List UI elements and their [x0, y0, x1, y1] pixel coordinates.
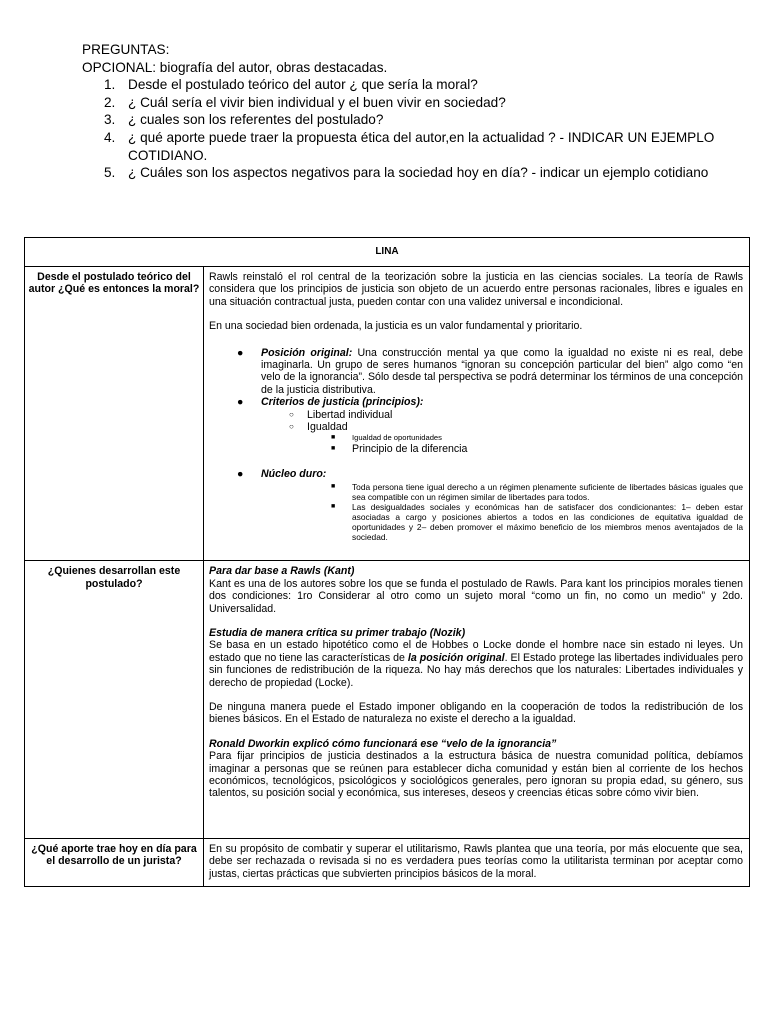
row-answer: En su propósito de combatir y superar el utilitarismo, Rawls plantea que una teoría, por más elocuente que sea, debe ser rechazada o revisada si no es verdadera pues teorías como la utilitarista terminan por aceptar como justas, ciertas prácticas que subvierten principios básicos de la moral. [204, 838, 750, 886]
questions-title: PREGUNTAS: [82, 42, 170, 57]
bullet-posicion: ● Posición original: Una construcción mental ya que como la igualdad no existe ni es real, debe imaginarla. Un grupo de seres humanos “ignoran su concepción particular del bien” algo como “en velo de la ignorancia”. Sólo desde tal perspectiva se podrá determinar los términos de una concepción de la justicia distributiva. [237, 346, 743, 396]
row-question: ¿Qué aporte trae hoy en día para el desarrollo de un jurista? [25, 838, 204, 886]
bullet-square-icon: ■ [331, 445, 336, 453]
optional-line: OPCIONAL: biografía del autor, obras destacadas. [82, 59, 388, 75]
table-row [25, 561, 750, 839]
bullet-square-icon: ■ [331, 503, 336, 511]
question-item: 3. ¿ cuales son los referentes del postulado? [104, 112, 384, 128]
sub-sub-bullet: ■ Las desigualdades sociales y económicas han de satisfacer dos condicionantes: 1– deben estar asociadas a cargo y posiciones abiertos a todos en las condiciones de equitativa igualdad de oportunidades y 2– deben promover el máximo beneficio de los miembros menos aventajados de la sociedad. [331, 502, 743, 543]
question-item: 4. ¿ qué aporte puede traer la propuesta ética del autor,en la actualidad ? - INDICAR UN EJEMPLO COTIDIANO. [104, 129, 715, 163]
bullet-dot-icon: ● [237, 467, 244, 480]
bullet-square-icon: ■ [331, 434, 336, 442]
sub-sub-bullet: ■ Igualdad de oportunidades [331, 433, 442, 443]
table-row [25, 267, 750, 561]
question-item: 5. ¿ Cuáles son los aspectos negativos para la sociedad hoy en día? - indicar un ejemplo cotidiano [104, 165, 709, 181]
bullet-square-icon: ■ [331, 483, 336, 491]
table-header-row [25, 238, 750, 267]
row-question: Desde el postulado teórico del autor ¿Qué es entonces la moral? [25, 267, 204, 561]
question-item: 1. Desde el postulado teórico del autor ¿ que sería la moral? [104, 77, 478, 93]
sub-bullet: ○ Igualdad [289, 421, 348, 434]
bullet-nucleo: ● Núcleo duro: [237, 467, 327, 480]
questions-section [82, 41, 752, 182]
bullet-circle-icon: ○ [289, 409, 294, 419]
bullet-dot-icon: ● [237, 346, 244, 359]
answers-table [24, 237, 750, 887]
table-header: LINA [25, 238, 750, 267]
sub-bullet: ○ Libertad individual [289, 408, 393, 421]
bullet-circle-icon: ○ [289, 422, 294, 432]
sub-sub-bullet: ■ Principio de la diferencia [331, 443, 468, 456]
bullet-criterios: ● Criterios de justicia (principios): [237, 396, 424, 409]
questions-list [82, 76, 752, 182]
bullet-dot-icon: ● [237, 396, 244, 409]
question-item: 2. ¿ Cuál sería el vivir bien individual y el buen vivir en sociedad? [104, 94, 506, 110]
table-row [25, 838, 750, 886]
row-answer: Para dar base a Rawls (Kant) Kant es una de los autores sobre los que se funda el postulado de Rawls. Para kant los principios morales tienen dos condiciones: 1ro Considerar al otro como un sujeto moral “como un fin, no como un medio” y 2do. Universalidad. Estudia de manera crítica su primer trabajo (Nozik) Se basa en un estado hipotético como el de Hobbes o Locke donde el hombre nace sin estado ni leyes. Un estado que no tiene las características de la posición original. El Estado protege las libertades individuales pero sin funciones de redistribución de la riqueza. No hay más derechos que los naturales: Libertades individuales y derecho de propiedad (Locke). De ninguna manera puede el Estado imponer obligando en la cooperación de todos la redistribución de los bienes básicos. En el Estado de naturaleza no existe el derecho a la igualdad. Ronald Dworkin explicó cómo funcionará ese “velo de la ignorancia” Para fijar principios de justicia destinados a la estructura básica de nuestra comunidad política, debíamos imaginar a personas que se reúnen para establecer dicha comunidad y están bien al corriente de los hechos económicos, tecnológicos, psicológicos y sociológicos generales, pero ignoran su propia edad, su género, sus talentos, su posición social y económica, sus intereses, deseos y creencias éticas sobre cómo vivir bien. [204, 561, 750, 839]
sub-sub-bullet: ■ Toda persona tiene igual derecho a un régimen plenamente suficiente de libertades básicas iguales que sea compatible con un régimen similar de libertades para todos. [331, 482, 743, 503]
row-question: ¿Quienes desarrollan este postulado? [25, 561, 204, 839]
row-answer: Rawls reinstaló el rol central de la teorización sobre la justicia en las ciencias sociales. La teoría de Rawls considera que los principios de justicia son objeto de un acuerdo entre personas racionales, libres e iguales en una situación contractual justa, pueden contar con una validez universal e incondicional. En una sociedad bien ordenada, la justicia es un valor fundamental y prioritario. ● Posición original: Una construcción mental ya que como la igualdad no existe ni es real, debe imaginarla. Un grupo de seres humanos “ignoran su concepción particular del bien” algo como “en velo de la ignorancia”. Sólo desde tal perspectiva se podrá determinar los términos de una concepción de la justicia distributiva. ● Criterios de justicia (principios): ○ Libertad individual ○ Igualdad ■ Igualdad de oportunidades ■ Principio de la diferencia ● Núcleo duro: ■ Toda persona tiene igual derecho a un régimen plenamente suficiente de libertades básicas iguales que sea compatible con un régimen similar de libertades para todos. ■ Las desigualdades sociales y económicas han de satisfacer dos condicionantes: 1– deben estar asociadas a cargo y posiciones abiertos a todos en las condiciones de equitativa igualdad de oportunidades y 2– deben promover el máximo beneficio de los miembros menos aventajados de la sociedad. [204, 267, 750, 561]
